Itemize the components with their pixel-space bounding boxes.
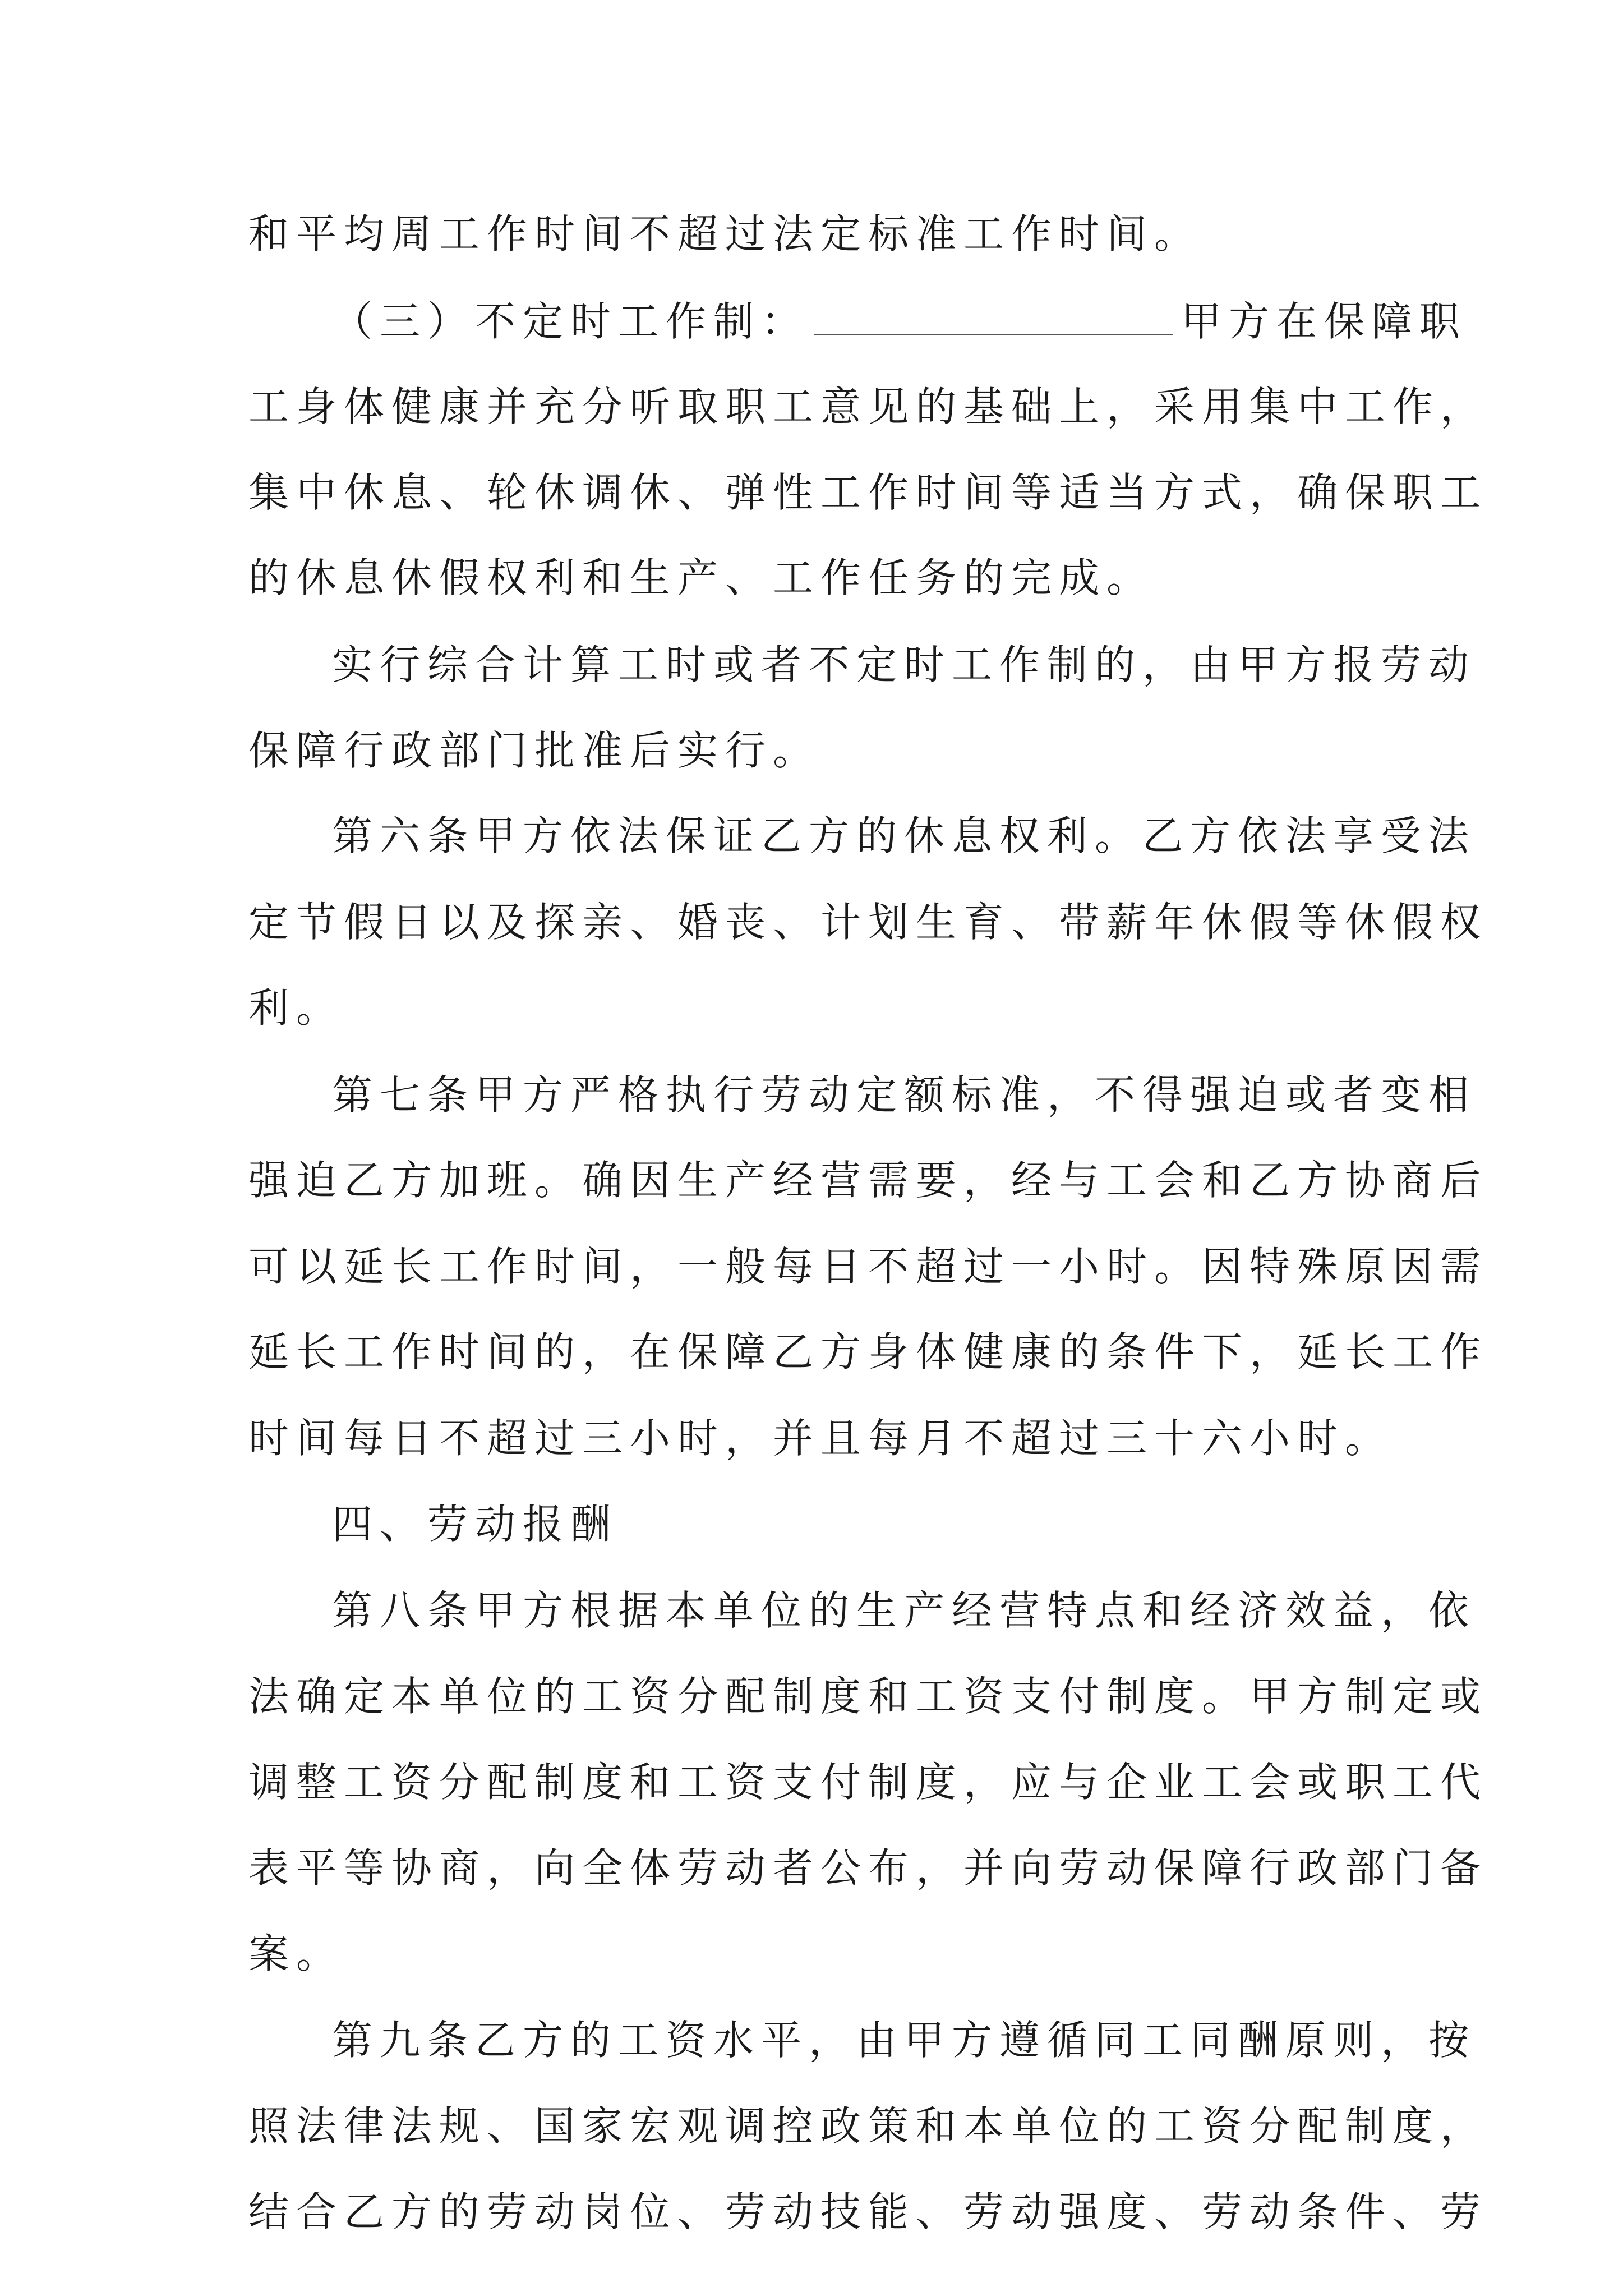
- text-line: [332, 1061, 1477, 1129]
- text-line: [332, 1577, 1477, 1644]
- line-text: 第八条甲方根据本单位的生产经营特点和经济效益，依: [332, 1587, 1477, 1634]
- text-line: [332, 802, 1477, 869]
- text-line: [248, 373, 1488, 440]
- line-text: 利。: [248, 984, 344, 1032]
- line-text: 定节假日以及探亲、婚丧、计划生育、带薪年休假等休假权: [248, 899, 1488, 946]
- line-text: 第九条乙方的工资水平，由甲方遵循同工同酬原则，按: [332, 2017, 1477, 2064]
- line-text: 四、劳动报酬: [332, 1501, 619, 1548]
- line-text: 法确定本单位的工资分配制度和工资支付制度。甲方制定或: [248, 1673, 1488, 1720]
- section-heading: [332, 1490, 1404, 1558]
- text-line: [332, 2007, 1477, 2074]
- line-text: 甲方在保障职: [1181, 298, 1468, 345]
- line-text: 和平均周工作时间不超过法定标准工作时间。: [248, 210, 1202, 257]
- line-text: 实行综合计算工时或者不定时工作制的，由甲方报劳动: [332, 641, 1477, 688]
- line-text: 案。: [248, 1930, 344, 1977]
- text-line: [248, 1405, 1404, 1472]
- fill-in-blank[interactable]: [814, 300, 1173, 335]
- text-line: [248, 717, 1404, 784]
- line-text: （三）不定时工作制：: [332, 298, 809, 345]
- text-line: [248, 1147, 1488, 1214]
- text-line: [248, 1920, 1404, 1987]
- text-line: [248, 2092, 1488, 2160]
- text-line: [248, 889, 1488, 956]
- line-text: 强迫乙方加班。确因生产经营需要，经与工会和乙方协商后: [248, 1157, 1488, 1204]
- text-line: [248, 1834, 1488, 1902]
- text-line: [248, 2178, 1488, 2246]
- text-line: [248, 1749, 1488, 1816]
- line-text: 时间每日不超过三小时，并且每月不超过三十六小时。: [248, 1415, 1393, 1462]
- text-line: [248, 974, 1404, 1042]
- text-line: [248, 1318, 1488, 1386]
- line-text: 调整工资分配制度和工资支付制度，应与企业工会或职工代: [248, 1759, 1488, 1806]
- text-line: [248, 1663, 1488, 1730]
- line-text: 保障行政部门批准后实行。: [248, 727, 821, 774]
- line-text: 的休息休假权利和生产、工作任务的完成。: [248, 554, 1155, 601]
- text-line: [332, 631, 1477, 698]
- line-text: 延长工作时间的，在保障乙方身体健康的条件下，延长工作: [248, 1328, 1488, 1375]
- line-text: 表平等协商，向全体劳动者公布，并向劳动保障行政部门备: [248, 1844, 1488, 1892]
- text-line: [248, 459, 1488, 526]
- text-line: [248, 200, 1404, 268]
- line-text: 第七条甲方严格执行劳动定额标准，不得强迫或者变相: [332, 1071, 1477, 1119]
- text-line: [248, 1233, 1488, 1300]
- line-text: 工身体健康并充分听取职工意见的基础上，采用集中工作，: [248, 383, 1488, 430]
- text-line: [332, 288, 1468, 355]
- line-text: 第六条甲方依法保证乙方的休息权利。乙方依法享受法: [332, 812, 1477, 859]
- text-line: [248, 544, 1404, 611]
- line-text: 集中休息、轮休调休、弹性工作时间等适当方式，确保职工: [248, 469, 1488, 516]
- line-text: 结合乙方的劳动岗位、劳动技能、劳动强度、劳动条件、劳: [248, 2188, 1488, 2235]
- line-text: 照法律法规、国家宏观调控政策和本单位的工资分配制度，: [248, 2102, 1488, 2150]
- line-text: 可以延长工作时间，一般每日不超过一小时。因特殊原因需: [248, 1243, 1488, 1290]
